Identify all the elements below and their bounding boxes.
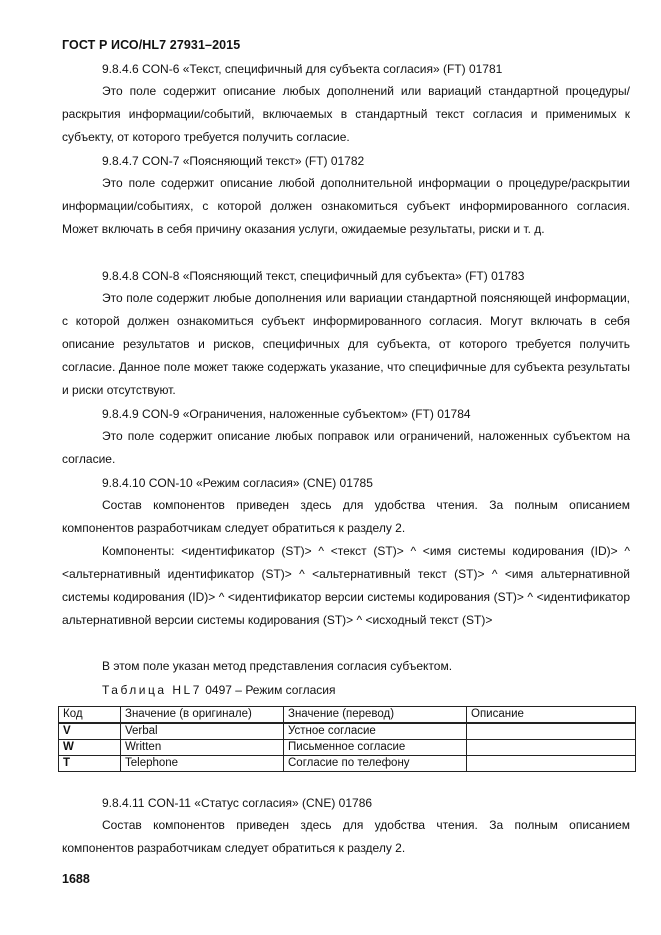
paragraph-con11: Состав компонентов приведен здесь для удобства чтения. За полным описанием компонентов разработчикам следует обратиться к разделу 2. — [62, 818, 630, 855]
table-cell-translation: Письменное согласие — [284, 740, 467, 756]
paragraph-con9: Это поле содержит описание любых поправок или ограничений, наложенных субъектом на согласие. — [62, 429, 630, 466]
table-row — [59, 756, 636, 772]
table-cell-description — [467, 756, 636, 772]
paragraph-con6: Это поле содержит описание любых дополнений или вариаций стандартной процедуры/раскрытия информации/событий, включаемых в стандартный текст согласия и применимых к субъекту, от которого требуется получить согласие. — [62, 84, 630, 144]
consent-mode-table — [58, 706, 636, 772]
section-heading-con6: 9.8.4.6 CON-6 «Текст, специфичный для субъекта согласия» (FT) 01781 — [102, 62, 503, 76]
table-caption-dash: – — [235, 683, 242, 697]
section-heading-con9: 9.8.4.9 CON-9 «Ограничения, наложенные субъектом» (FT) 01784 — [102, 407, 471, 421]
column-header-description: Описание — [467, 707, 636, 724]
paragraph-con10-intro: Состав компонентов приведен здесь для удобства чтения. За полным описанием компонентов разработчикам следует обратиться к разделу 2. — [62, 498, 630, 535]
table-cell-code: W — [59, 740, 121, 756]
section-heading-con8: 9.8.4.8 CON-8 «Поясняющий текст, специфичный для субъекта» (FT) 01783 — [102, 269, 525, 283]
table-cell-translation: Согласие по телефону — [284, 756, 467, 772]
column-header-code: Код — [59, 707, 121, 724]
table-caption — [102, 683, 335, 697]
table-cell-description — [467, 723, 636, 740]
table-row — [59, 723, 636, 740]
paragraph-con8: Это поле содержит любые дополнения или вариации стандартной поясняющей информации, с которой должен ознакомиться субъект информированного согласия. Могут включать в себя описание результатов и рисков, специфичных для субъекта, от которого требуется получить согласие. Данное поле может также содержать указание, что специфичные для субъекта результаты и риски отсутствуют. — [62, 291, 630, 397]
paragraph-con7: Это поле содержит описание любой дополнительной информации о процедуре/раскрытии информации/событиях, с которой должен ознакомиться субъект информированного согласия. Может включать в себя причину оказания услуги, ожидаемые результаты, риски и т. д. — [62, 176, 630, 236]
paragraph-con10-method: В этом поле указан метод представления согласия субъектом. — [102, 659, 453, 673]
table-cell-original: Verbal — [121, 723, 284, 740]
column-header-translation: Значение (перевод) — [284, 707, 467, 724]
table-caption-title: Режим согласия — [245, 683, 336, 697]
section-heading-con11: 9.8.4.11 CON-11 «Статус согласия» (CNE) 01786 — [102, 796, 373, 810]
table-cell-translation: Устное согласие — [284, 723, 467, 740]
table-cell-original: Telephone — [121, 756, 284, 772]
section-heading-con7: 9.8.4.7 CON-7 «Поясняющий текст» (FT) 01782 — [102, 154, 365, 168]
table-cell-description — [467, 740, 636, 756]
table-row — [59, 740, 636, 756]
column-header-original: Значение (в оригинале) — [121, 707, 284, 724]
table-header-row — [59, 707, 636, 724]
table-caption-number: 0497 — [205, 683, 232, 697]
table-cell-code: T — [59, 756, 121, 772]
section-heading-con10: 9.8.4.10 CON-10 «Режим согласия» (CNE) 01785 — [102, 476, 373, 490]
table-caption-prefix: Таблица HL7 — [102, 683, 202, 697]
paragraph-con10-components: Компоненты: <идентификатор (ST)> ^ <текст (ST)> ^ <имя системы кодирования (ID)> ^ <альтернативный идентификатор (ST)> ^ <альтернативный текст (ST)> ^ <имя альтернативной системы кодирования (ID)> ^ <идентификатор версии системы кодирования (ST)> ^ <идентификатор альтернативной версии системы кодирования (ST)> ^ <исходный текст (ST)> — [62, 544, 630, 627]
document-header: ГОСТ Р ИСО/HL7 27931–2015 — [62, 38, 241, 52]
table-cell-original: Written — [121, 740, 284, 756]
page-number: 1688 — [62, 872, 90, 886]
table-cell-code: V — [59, 723, 121, 740]
